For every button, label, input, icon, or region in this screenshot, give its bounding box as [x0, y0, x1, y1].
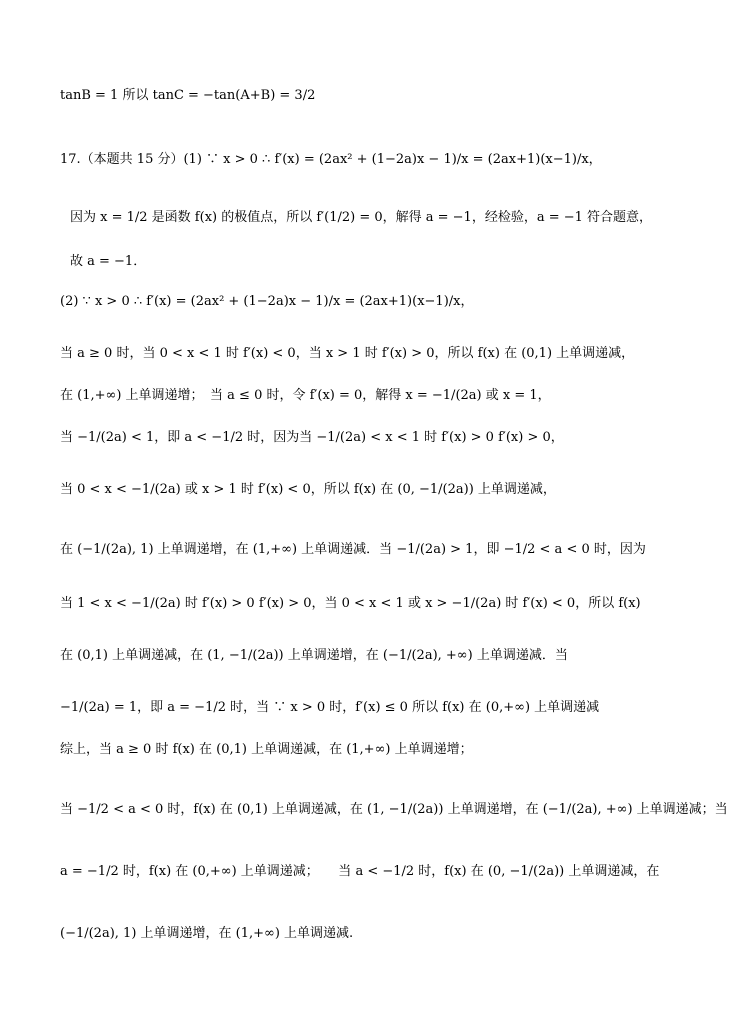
text-line-12: 在 (0,1) 上单调递减，在 (1, −1/(2a)) 上单调递增，在 (−1/(2a), +∞) 上单调递减．当 — [60, 648, 568, 663]
text-line-10: 在 (−1/(2a), 1) 上单调递增，在 (1,+∞) 上单调递减．当 −1/(2a) > 1，即 −1/2 < a < 0 时，因为 — [60, 542, 646, 557]
text-line-2: 17.（本题共 15 分）(1) ∵ x > 0 ∴ f′(x) = (2ax² + (1−2a)x − 1)/x = (2ax+1)(x−1)/x， — [60, 152, 602, 167]
text-line-5: (2) ∵ x > 0 ∴ f′(x) = (2ax² + (1−2a)x − 1)/x = (2ax+1)(x−1)/x， — [60, 294, 474, 309]
text-line-16: a = −1/2 时，f(x) 在 (0,+∞) 上单调递减； 当 a < −1/2 时，f(x) 在 (0, −1/(2a)) 上单调递减，在 — [60, 864, 660, 879]
text-line-11: 当 1 < x < −1/(2a) 时 f′(x) > 0 f′(x) > 0，当 0 < x < 1 或 x > −1/(2a) 时 f′(x) < 0，所以 f(x) — [60, 596, 641, 611]
text-line-14: 综上，当 a ≥ 0 时 f(x) 在 (0,1) 上单调递减，在 (1,+∞) 上单调递增； — [60, 742, 473, 757]
text-line-7: 在 (1,+∞) 上单调递增； 当 a ≤ 0 时，令 f′(x) = 0，解得 x = −1/(2a) 或 x = 1， — [60, 388, 551, 403]
text-line-13: −1/(2a) = 1，即 a = −1/2 时，当 ∵ x > 0 时，f′(x) ≤ 0 所以 f(x) 在 (0,+∞) 上单调递减 — [60, 700, 600, 715]
text-line-17: (−1/(2a), 1) 上单调递增，在 (1,+∞) 上单调递减. — [60, 926, 354, 941]
text-line-15: 当 −1/2 < a < 0 时，f(x) 在 (0,1) 上单调递减，在 (1, −1/(2a)) 上单调递增，在 (−1/(2a), +∞) 上单调递减；当 — [60, 802, 728, 817]
text-line-8: 当 −1/(2a) < 1，即 a < −1/2 时，因为当 −1/(2a) < x < 1 时 f′(x) > 0 f′(x) > 0， — [60, 430, 564, 445]
text-line-6: 当 a ≥ 0 时，当 0 < x < 1 时 f′(x) < 0，当 x > 1 时 f′(x) > 0，所以 f(x) 在 (0,1) 上单调递减， — [60, 346, 635, 361]
text-line-3: 因为 x = 1/2 是函数 f(x) 的极值点，所以 f′(1/2) = 0，解得 a = −1，经检验，a = −1 符合题意， — [70, 210, 653, 225]
text-line-4: 故 a = −1． — [70, 254, 147, 269]
text-line-1: tanB = 1 所以 tanC = −tan(A+B) = 3/2 — [60, 88, 316, 103]
text-line-9: 当 0 < x < −1/(2a) 或 x > 1 时 f′(x) < 0，所以 f(x) 在 (0, −1/(2a)) 上单调递减， — [60, 482, 556, 497]
